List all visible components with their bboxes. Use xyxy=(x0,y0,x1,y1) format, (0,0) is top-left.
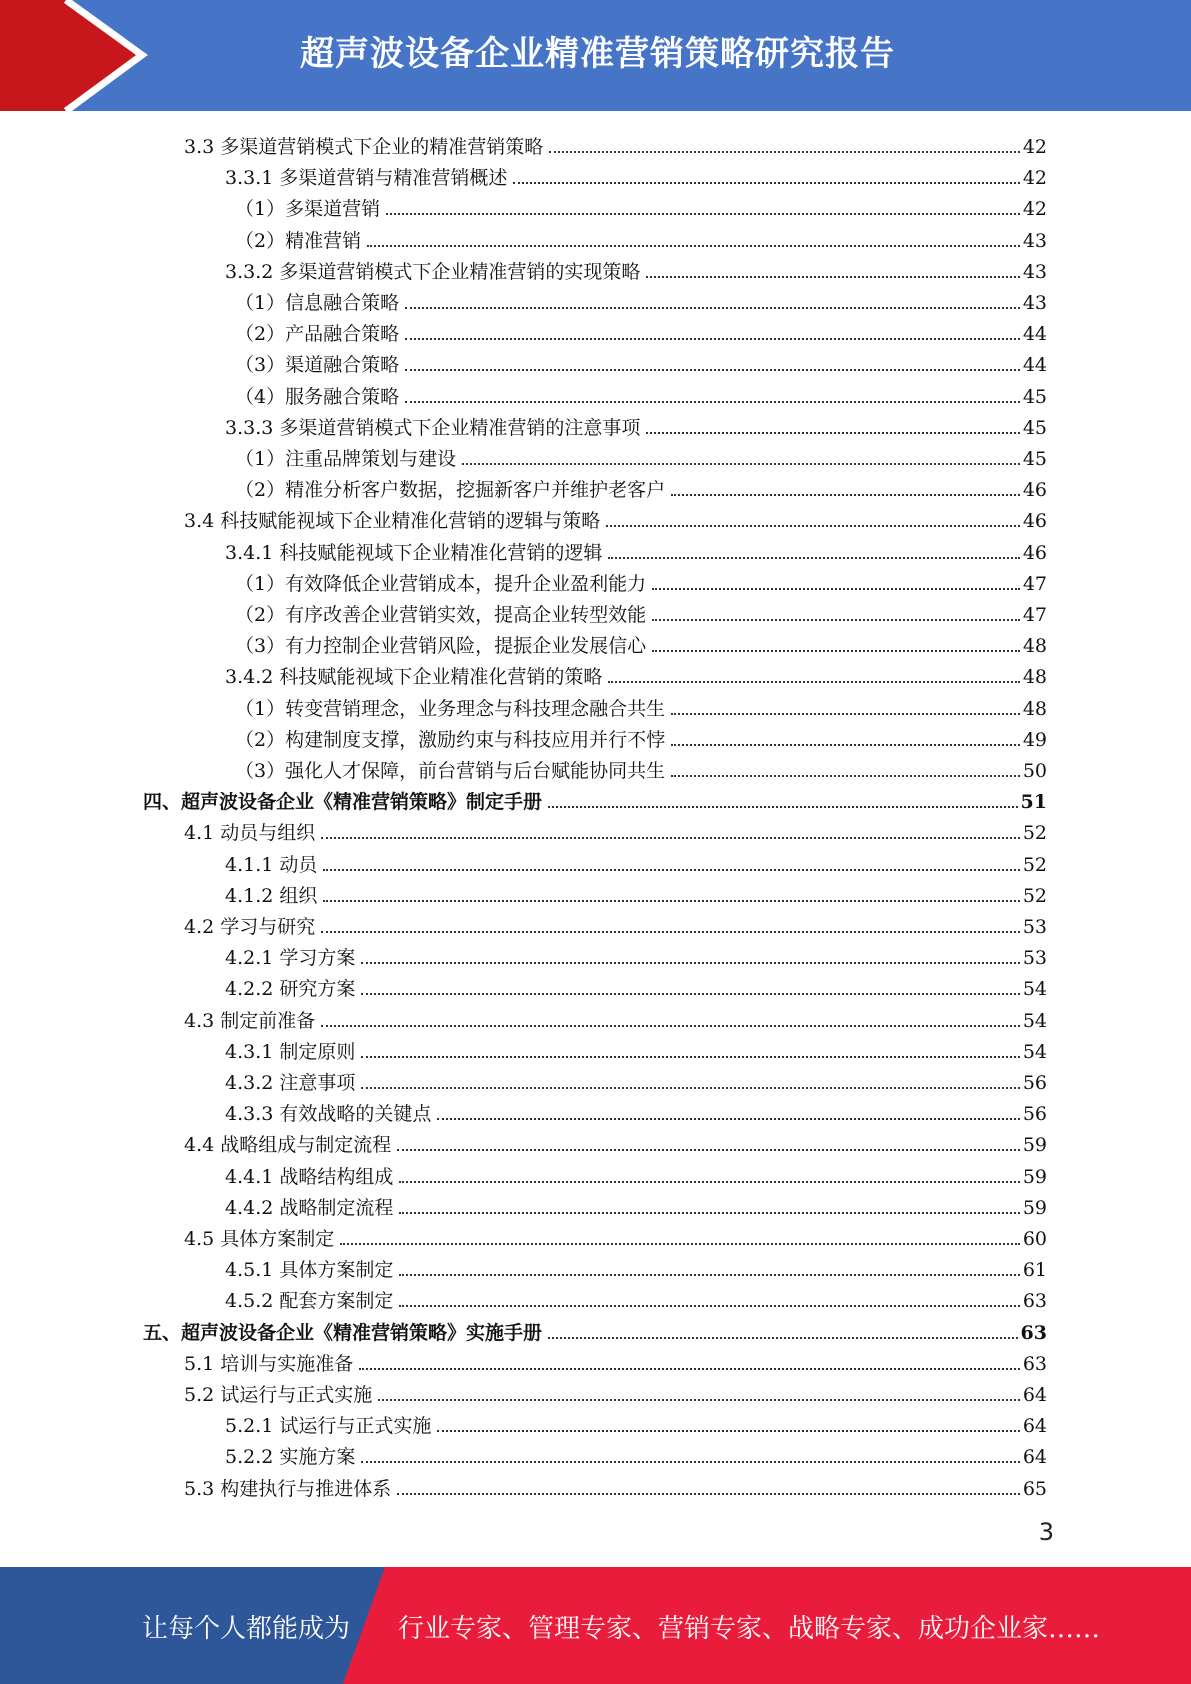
toc-leader-dots xyxy=(399,1274,1019,1276)
toc-entry-title: 3.3.1 多渠道营销与精准营销概述 xyxy=(225,167,508,190)
toc-entry[interactable] xyxy=(225,876,1047,907)
toc-entry[interactable] xyxy=(235,751,1047,782)
toc-entry[interactable] xyxy=(225,408,1047,439)
toc-entry-page: 56 xyxy=(1022,1072,1047,1094)
toc-entry-page: 59 xyxy=(1022,1196,1047,1219)
toc-entry[interactable] xyxy=(225,1157,1047,1188)
toc-entry[interactable] xyxy=(184,501,1047,532)
toc-entry-page: 49 xyxy=(1022,728,1047,751)
toc-entry-title: 3.4.2 科技赋能视域下企业精准化营销的策略 xyxy=(225,666,603,689)
toc-leader-dots xyxy=(646,432,1019,434)
toc-entry[interactable] xyxy=(235,221,1047,252)
toc-entry-title: 4.2.2 研究方案 xyxy=(225,978,356,1001)
toc-entry-page: 65 xyxy=(1022,1477,1047,1500)
toc-entry-title: （1）信息融合策略 xyxy=(235,292,400,314)
toc-entry-title: 3.4.1 科技赋能视域下企业精准化营销的逻辑 xyxy=(225,541,603,564)
toc-leader-dots xyxy=(652,588,1020,590)
toc-entry-page: 64 xyxy=(1022,1384,1047,1406)
toc-entry-title: 4.1 动员与组织 xyxy=(184,822,316,845)
page-number: 3 xyxy=(1038,1518,1054,1546)
toc-entry-title: 4.4 战略组成与制定流程 xyxy=(184,1134,392,1157)
toc-leader-dots xyxy=(399,1305,1019,1307)
toc-leader-dots xyxy=(646,276,1019,278)
toc-leader-dots xyxy=(399,1181,1019,1183)
toc-entry-title: 5.2.1 试运行与正式实施 xyxy=(225,1415,432,1438)
toc-leader-dots xyxy=(671,494,1020,496)
toc-entry[interactable] xyxy=(225,1437,1047,1468)
toc-entry-page: 52 xyxy=(1022,884,1047,907)
toc-entry[interactable] xyxy=(225,1406,1047,1437)
toc-entry-page: 64 xyxy=(1022,1446,1047,1469)
toc-entry-page: 48 xyxy=(1022,666,1047,689)
toc-leader-dots xyxy=(361,962,1019,964)
toc-entry[interactable] xyxy=(184,1125,1047,1156)
footer-slogan-left: 让每个人都能成为 xyxy=(142,1614,351,1644)
toc-leader-dots xyxy=(405,307,1020,309)
toc-entry-title: 4.3.1 制定原则 xyxy=(225,1040,356,1063)
toc-leader-dots xyxy=(386,213,1020,215)
toc-entry[interactable] xyxy=(225,1094,1047,1125)
toc-entry[interactable] xyxy=(184,1469,1047,1500)
toc-entry[interactable] xyxy=(225,533,1047,564)
toc-leader-dots xyxy=(340,1243,1020,1245)
toc-entry[interactable] xyxy=(235,470,1047,501)
toc-leader-dots xyxy=(405,401,1020,403)
toc-entry-page: 56 xyxy=(1022,1103,1047,1126)
toc-leader-dots xyxy=(608,557,1019,559)
footer-slogan-right: 行业专家、管理专家、营销专家、战略专家、成功企业家…… xyxy=(398,1614,1101,1644)
toc-entry[interactable] xyxy=(225,657,1047,688)
toc-entry-page: 52 xyxy=(1022,853,1047,876)
toc-entry-page: 63 xyxy=(1020,1321,1047,1344)
toc-entry-title: 5.3 构建执行与推进体系 xyxy=(184,1477,392,1500)
toc-entry-title: 4.3.2 注意事项 xyxy=(225,1072,356,1094)
toc-entry[interactable] xyxy=(225,1281,1047,1312)
toc-entry-page: 46 xyxy=(1022,479,1047,502)
toc-entry-title: （2）精准分析客户数据，挖掘新客户并维护老客户 xyxy=(235,479,666,502)
toc-leader-dots xyxy=(462,463,1020,465)
toc-entry-title: 5.2.2 实施方案 xyxy=(225,1446,356,1469)
toc-entry-page: 45 xyxy=(1022,448,1047,470)
toc-leader-dots xyxy=(361,993,1019,995)
toc-entry-page: 52 xyxy=(1022,822,1047,845)
toc-entry[interactable] xyxy=(225,158,1047,189)
toc-entry[interactable] xyxy=(184,127,1047,158)
toc-entry-page: 45 xyxy=(1022,416,1047,439)
toc-leader-dots xyxy=(513,182,1019,184)
toc-entry-title: 4.2 学习与研究 xyxy=(184,916,316,938)
toc-entry[interactable] xyxy=(225,1032,1047,1063)
toc-entry[interactable] xyxy=(235,720,1047,751)
toc-entry-page: 46 xyxy=(1022,510,1047,533)
toc-leader-dots xyxy=(549,151,1020,153)
toc-entry[interactable] xyxy=(225,1063,1047,1094)
toc-entry[interactable] xyxy=(184,1001,1047,1032)
toc-entry[interactable] xyxy=(184,1219,1047,1250)
toc-entry-title: 5.2 试运行与正式实施 xyxy=(184,1384,373,1406)
toc-entry-page: 42 xyxy=(1022,198,1047,221)
toc-entry-title: 5.1 培训与实施准备 xyxy=(184,1352,354,1375)
toc-leader-dots xyxy=(321,837,1020,839)
toc-entry[interactable] xyxy=(184,813,1047,844)
toc-entry-page: 53 xyxy=(1022,947,1047,970)
footer-banner xyxy=(0,1567,1191,1684)
toc-entry-page: 53 xyxy=(1022,916,1047,938)
toc-entry-title: （3）强化人才保障，前台营销与后台赋能协同共生 xyxy=(235,760,666,782)
toc-entry-title: 3.4 科技赋能视域下企业精准化营销的逻辑与策略 xyxy=(184,510,601,533)
toc-entry-title: 4.3 制定前准备 xyxy=(184,1009,316,1032)
toc-entry[interactable] xyxy=(225,252,1047,283)
chevron-logo-icon xyxy=(0,0,160,111)
toc-entry-page: 43 xyxy=(1022,229,1047,252)
toc-leader-dots xyxy=(399,1212,1019,1214)
toc-entry-page: 43 xyxy=(1022,260,1047,283)
toc-entry-title: （1）有效降低企业营销成本，提升企业盈利能力 xyxy=(235,572,647,595)
toc-leader-dots xyxy=(405,338,1020,340)
report-title: 超声波设备企业精准营销策略研究报告 xyxy=(300,34,895,74)
toc-entry-page: 44 xyxy=(1022,354,1047,377)
toc-leader-dots xyxy=(361,1087,1019,1089)
toc-entry[interactable] xyxy=(184,907,1047,938)
toc-leader-dots xyxy=(321,1025,1020,1027)
toc-entry-title: （1）转变营销理念，业务理念与科技理念融合共生 xyxy=(235,697,666,720)
toc-leader-dots xyxy=(437,1118,1019,1120)
toc-entry-page: 46 xyxy=(1022,541,1047,564)
toc-leader-dots xyxy=(361,1461,1019,1463)
toc-entry[interactable] xyxy=(184,1375,1047,1406)
toc-entry-title: 4.1.1 动员 xyxy=(225,853,318,876)
toc-entry-page: 50 xyxy=(1022,760,1047,782)
toc-entry[interactable] xyxy=(225,845,1047,876)
toc-entry-page: 64 xyxy=(1022,1415,1047,1438)
toc-entry-page: 59 xyxy=(1022,1165,1047,1188)
toc-entry-title: （3）有力控制企业营销风险，提振企业发展信心 xyxy=(235,635,647,658)
toc-entry[interactable] xyxy=(184,1344,1047,1375)
toc-entry[interactable] xyxy=(235,314,1047,345)
toc-leader-dots xyxy=(367,245,1020,247)
toc-entry[interactable] xyxy=(235,189,1047,220)
toc-entry-page: 45 xyxy=(1022,385,1047,408)
toc-entry-title: （2）产品融合策略 xyxy=(235,323,400,346)
toc-entry[interactable] xyxy=(143,1313,1047,1344)
toc-entry-page: 54 xyxy=(1022,978,1047,1001)
toc-entry-title: （2）有序改善企业营销实效，提高企业转型效能 xyxy=(235,604,647,626)
toc-entry-title: （2）构建制度支撑，激励约束与科技应用并行不悖 xyxy=(235,728,666,751)
toc-leader-dots xyxy=(321,931,1020,933)
toc-entry[interactable] xyxy=(225,969,1047,1000)
toc-entry-page: 43 xyxy=(1022,292,1047,314)
toc-entry-title: 4.5 具体方案制定 xyxy=(184,1228,335,1250)
toc-leader-dots xyxy=(405,369,1020,371)
toc-entry-page: 44 xyxy=(1022,323,1047,346)
toc-leader-dots xyxy=(323,869,1019,871)
toc-entry-title: 3.3.2 多渠道营销模式下企业精准营销的实现策略 xyxy=(225,260,641,283)
toc-entry-title: 3.3.3 多渠道营销模式下企业精准营销的注意事项 xyxy=(225,416,641,439)
toc-entry[interactable] xyxy=(235,626,1047,657)
toc-leader-dots xyxy=(671,744,1020,746)
toc-leader-dots xyxy=(323,900,1019,902)
toc-entry-page: 61 xyxy=(1022,1259,1047,1282)
toc-entry[interactable] xyxy=(235,439,1047,470)
toc-leader-dots xyxy=(361,1056,1019,1058)
toc-entry[interactable] xyxy=(225,938,1047,969)
toc-entry[interactable] xyxy=(225,1250,1047,1281)
toc-entry-title: （4）服务融合策略 xyxy=(235,385,400,408)
toc-entry-title: 四、超声波设备企业《精准营销策略》制定手册 xyxy=(143,791,543,814)
toc-entry-title: 4.4.2 战略制定流程 xyxy=(225,1196,394,1219)
toc-entry-title: （2）精准营销 xyxy=(235,229,362,252)
toc-entry-title: （1）注重品牌策划与建设 xyxy=(235,448,457,470)
toc-leader-dots xyxy=(548,806,1018,808)
toc-entry-page: 54 xyxy=(1022,1009,1047,1032)
toc-entry-page: 47 xyxy=(1022,572,1047,595)
toc-leader-dots xyxy=(652,650,1020,652)
toc-entry-title: 4.5.1 具体方案制定 xyxy=(225,1259,394,1282)
toc-leader-dots xyxy=(378,1399,1020,1401)
toc-entry[interactable] xyxy=(225,1188,1047,1219)
toc-entry[interactable] xyxy=(235,689,1047,720)
toc-entry-page: 54 xyxy=(1022,1040,1047,1063)
toc-entry-title: 4.1.2 组织 xyxy=(225,884,318,907)
toc-leader-dots xyxy=(606,525,1020,527)
toc-entry[interactable] xyxy=(235,283,1047,314)
toc-leader-dots xyxy=(548,1337,1018,1339)
toc-entry-title: （3）渠道融合策略 xyxy=(235,354,400,377)
toc-leader-dots xyxy=(652,619,1020,621)
toc-leader-dots xyxy=(671,775,1020,777)
toc-entry-page: 42 xyxy=(1022,136,1047,158)
toc-entry-page: 59 xyxy=(1022,1134,1047,1157)
toc-entry[interactable] xyxy=(235,595,1047,626)
header-banner xyxy=(0,0,1191,111)
toc-leader-dots xyxy=(397,1493,1020,1495)
toc-entry-page: 51 xyxy=(1020,791,1047,814)
toc-leader-dots xyxy=(397,1149,1020,1151)
toc-entry-title: 3.3 多渠道营销模式下企业的精准营销策略 xyxy=(184,136,544,158)
toc-entry-title: 4.5.2 配套方案制定 xyxy=(225,1290,394,1313)
toc-entry-page: 48 xyxy=(1022,635,1047,658)
toc-entry-page: 42 xyxy=(1022,167,1047,190)
toc-entry-page: 63 xyxy=(1022,1290,1047,1313)
toc-leader-dots xyxy=(359,1368,1020,1370)
toc-leader-dots xyxy=(437,1430,1019,1432)
toc-entry-page: 63 xyxy=(1022,1352,1047,1375)
toc-entry-title: 4.4.1 战略结构组成 xyxy=(225,1165,394,1188)
toc-entry[interactable] xyxy=(143,782,1047,813)
toc-leader-dots xyxy=(608,681,1019,683)
toc-entry-page: 60 xyxy=(1022,1228,1047,1250)
toc-entry[interactable] xyxy=(235,345,1047,376)
toc-entry[interactable] xyxy=(235,564,1047,595)
toc-entry[interactable] xyxy=(235,377,1047,408)
toc-entry-title: 五、超声波设备企业《精准营销策略》实施手册 xyxy=(143,1321,543,1344)
toc-entry-title: （1）多渠道营销 xyxy=(235,198,381,221)
toc-entry-page: 47 xyxy=(1022,604,1047,626)
toc-leader-dots xyxy=(671,713,1020,715)
toc-entry-title: 4.3.3 有效战略的关键点 xyxy=(225,1103,432,1126)
toc-entry-page: 48 xyxy=(1022,697,1047,720)
toc-entry-title: 4.2.1 学习方案 xyxy=(225,947,356,970)
